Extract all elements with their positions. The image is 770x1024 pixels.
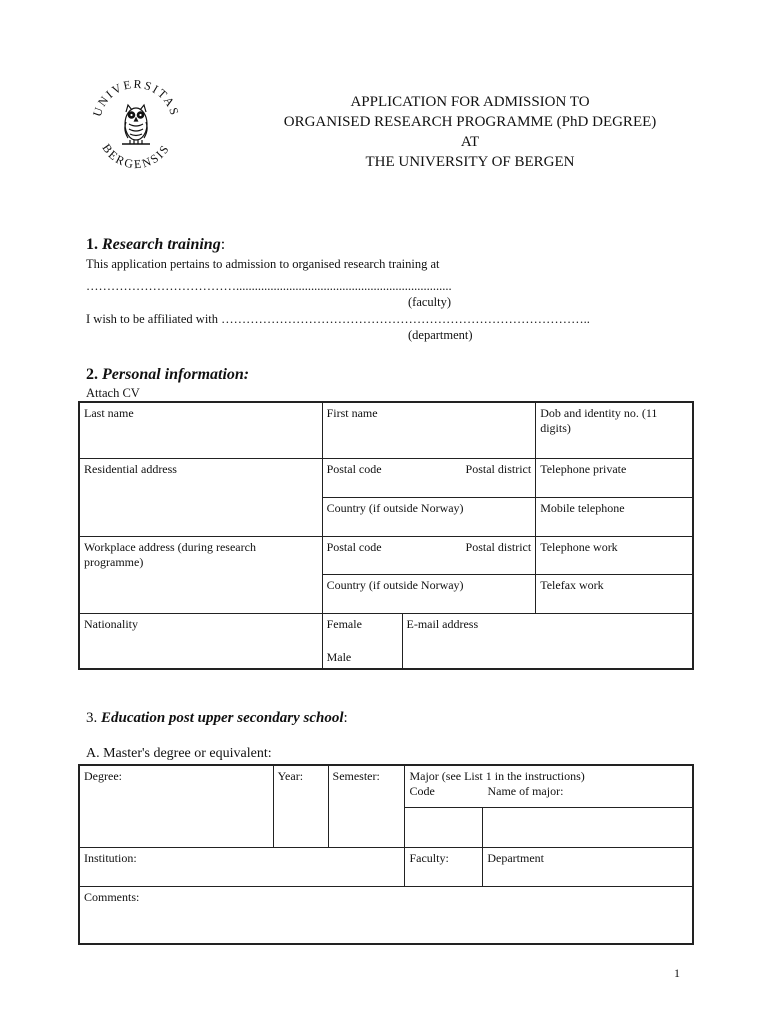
gender-cell[interactable]: [322, 614, 402, 669]
major-code-input[interactable]: [405, 808, 483, 848]
nationality-cell[interactable]: Nationality: [80, 614, 323, 669]
telephone-private-cell[interactable]: Telephone private: [536, 459, 693, 498]
title-line-3: AT: [460, 134, 480, 150]
svg-text:BERGENSIS: BERGENSIS: [99, 141, 173, 172]
title-line-2: ORGANISED RESEARCH PROGRAMME (PhD DEGREE): [283, 114, 657, 130]
section-1-heading: 1. Research training:: [86, 236, 226, 253]
residential-country-cell[interactable]: Country (if outside Norway): [322, 498, 536, 537]
title-line-4: THE UNIVERSITY OF BERGEN: [365, 154, 575, 170]
residential-postal-cell[interactable]: Postal code Postal district: [322, 459, 536, 498]
email-cell[interactable]: E-mail address: [402, 614, 693, 669]
mobile-telephone-cell[interactable]: Mobile telephone: [536, 498, 693, 537]
document-title: [240, 92, 700, 172]
last-name-cell[interactable]: Last name: [80, 403, 323, 459]
section-3-heading: 3. Education post upper secondary school:: [86, 710, 348, 726]
year-cell[interactable]: Year:: [273, 766, 328, 848]
masters-subheading: A. Master's degree or equivalent:: [86, 746, 272, 761]
workplace-country-cell[interactable]: Country (if outside Norway): [322, 575, 536, 614]
workplace-address-cell[interactable]: Workplace address (during research programme): [80, 537, 323, 614]
residential-address-cell[interactable]: Residential address: [80, 459, 323, 537]
dob-cell[interactable]: Dob and identity no. (11 digits): [536, 403, 693, 459]
department-label: (department): [408, 328, 473, 342]
major-name-input[interactable]: [483, 808, 693, 848]
faculty-cell[interactable]: Faculty:: [405, 848, 483, 887]
owl-seal-icon: [86, 72, 186, 172]
department-cell[interactable]: Department: [483, 848, 693, 887]
workplace-postal-cell[interactable]: Postal code Postal district: [322, 537, 536, 575]
faculty-label: (faculty): [408, 295, 452, 309]
education-table: [79, 765, 693, 944]
major-header-cell: Major (see List 1 in the instructions) Code Name of major:: [405, 766, 693, 808]
svg-text:UNIVERSITAS: UNIVERSITAS: [89, 76, 183, 119]
female-option[interactable]: Female: [326, 617, 362, 631]
telephone-work-cell[interactable]: Telephone work: [536, 537, 693, 575]
section-2-heading: 2. Personal information:: [86, 366, 250, 383]
institution-cell[interactable]: Institution:: [80, 848, 405, 887]
comments-cell[interactable]: Comments:: [80, 887, 693, 944]
title-line-1: APPLICATION FOR ADMISSION TO: [350, 94, 590, 110]
affiliate-line[interactable]: I wish to be affiliated with ……………………………………………………………………………..: [86, 312, 590, 326]
personal-info-table: [79, 402, 693, 669]
attach-cv-note: Attach CV: [86, 386, 140, 400]
section-1-text: This application pertains to admission to organised research training at: [86, 257, 440, 271]
university-seal: [86, 72, 186, 172]
page-number: 1: [674, 966, 680, 980]
male-option[interactable]: Male: [326, 650, 352, 664]
telefax-work-cell[interactable]: Telefax work: [536, 575, 693, 614]
degree-cell[interactable]: Degree:: [80, 766, 274, 848]
faculty-dotted-line[interactable]: ……………………………….....................................................................: [86, 279, 452, 293]
semester-cell[interactable]: Semester:: [328, 766, 405, 848]
first-name-cell[interactable]: First name: [322, 403, 536, 459]
